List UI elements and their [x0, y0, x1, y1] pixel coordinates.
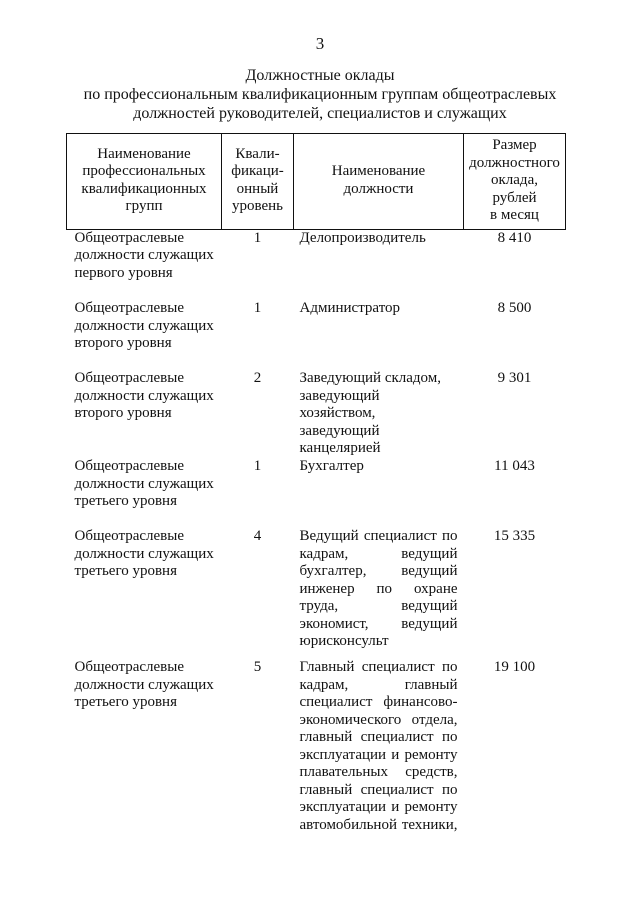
table-row [67, 229, 566, 300]
cell-salary: 8 500 [497, 300, 532, 316]
cell-position [294, 458, 464, 528]
header-position-line: должности [343, 180, 414, 197]
group-line: должности служащих [74, 247, 214, 263]
cell-level: 1 [253, 300, 262, 316]
title-line-3: должностей руководителей, специалистов и служащих [133, 105, 507, 122]
position-line: экономического отдела, [299, 711, 458, 728]
cell-salary: 15 335 [493, 528, 536, 544]
position-line: автомобильной техники, [299, 816, 458, 833]
cell-group [67, 458, 222, 528]
position-line: Делопроизводитель [299, 229, 426, 246]
position-line: хозяйством, [299, 405, 376, 421]
position-line: главный специалист по [299, 781, 458, 798]
group-line: должности служащих [74, 317, 214, 334]
cell-position [294, 528, 464, 659]
cell-position [294, 370, 464, 458]
position-line: кадрам, ведущий [299, 545, 458, 562]
table-row [67, 370, 566, 458]
position-line: плавательных средств, [299, 764, 458, 780]
group-line: третьего уровня [74, 563, 177, 579]
group-line: второго уровня [74, 405, 172, 421]
position-line: бухгалтер, ведущий [299, 563, 458, 579]
table-row [67, 659, 566, 834]
group-line: первого уровня [74, 264, 173, 281]
header-level-line: уровень [231, 198, 284, 215]
header-level-line: Квали- [235, 145, 280, 162]
group-line: должности служащих [74, 475, 214, 492]
group-line: Общеотраслевые [74, 458, 184, 474]
header-level-line: фикаци- [231, 163, 284, 180]
group-line: Общеотраслевые [74, 528, 184, 544]
position-line: Заведующий складом, [299, 370, 441, 386]
position-line: эксплуатации и ремонту [299, 746, 458, 763]
position-line: Администратор [299, 300, 401, 316]
header-level-line: онный [236, 180, 279, 197]
salary-table [66, 133, 566, 834]
group-line: должности служащих [74, 387, 214, 404]
cell-group [67, 229, 222, 300]
header-salary-line: должностного [469, 154, 560, 171]
group-line: второго уровня [74, 335, 172, 351]
cell-salary: 8 410 [497, 229, 532, 246]
header-position [294, 134, 464, 230]
position-line: эксплуатации и ремонту [299, 799, 458, 815]
cell-level: 2 [253, 370, 262, 386]
position-line: юрисконсульт [299, 633, 389, 649]
cell-group [67, 659, 222, 834]
cell-position [294, 659, 464, 834]
position-line: Главный специалист по [299, 659, 458, 675]
cell-salary: 19 100 [493, 659, 536, 675]
title-line-2: по профессиональным квалификационным группам общеотраслевых [83, 86, 557, 103]
group-line: Общеотраслевые [74, 229, 184, 246]
header-group-line: групп [125, 198, 163, 215]
group-line: Общеотраслевые [74, 659, 184, 675]
cell-level: 1 [253, 458, 262, 474]
header-salary-line: оклада, [491, 172, 538, 188]
cell-level: 4 [253, 528, 262, 544]
position-line: заведующий [299, 422, 380, 439]
position-line: труда, ведущий [299, 598, 458, 614]
page-number: 3 [315, 34, 325, 53]
title-line-1: Должностные оклады [245, 67, 395, 84]
cell-salary: 9 301 [497, 370, 532, 386]
header-position-line: Наименование [331, 163, 426, 180]
position-line: заведующий [299, 387, 380, 404]
position-line: инженер по охране [299, 580, 458, 597]
position-line: Ведущий специалист по [299, 528, 458, 544]
group-line: третьего уровня [74, 493, 177, 509]
cell-level: 1 [253, 229, 262, 246]
cell-group [67, 370, 222, 458]
position-line: экономист, ведущий [299, 615, 458, 632]
document-title [40, 66, 600, 123]
position-line: канцелярией [299, 440, 381, 456]
header-salary-line: в месяц [490, 207, 539, 223]
header-salary-line: рублей [492, 189, 537, 206]
group-line: должности служащих [74, 676, 214, 693]
cell-salary: 11 043 [494, 458, 535, 474]
cell-position [294, 229, 464, 300]
position-line: кадрам, главный [299, 676, 458, 693]
cell-position [294, 300, 464, 370]
header-group-line: Наименование [97, 145, 191, 162]
header-group [67, 134, 222, 230]
group-line: Общеотраслевые [74, 300, 184, 316]
group-line: должности служащих [74, 545, 214, 562]
table-row [67, 528, 566, 659]
position-line: Бухгалтер [299, 458, 364, 474]
table-header-row [67, 134, 566, 230]
header-group-line: профессиональных [82, 163, 206, 180]
position-line: главный специалист по [299, 729, 458, 745]
table-row [67, 300, 566, 370]
group-line: третьего уровня [74, 694, 177, 710]
cell-group [67, 528, 222, 659]
header-salary [464, 134, 566, 230]
header-group-line: квалификационных [81, 180, 207, 197]
table-row [67, 458, 566, 528]
cell-level: 5 [253, 659, 262, 675]
header-salary-line: Размер [492, 137, 537, 153]
group-line: Общеотраслевые [74, 370, 184, 386]
cell-group [67, 300, 222, 370]
header-level [222, 134, 294, 230]
position-line: специалист финансово- [299, 694, 458, 710]
